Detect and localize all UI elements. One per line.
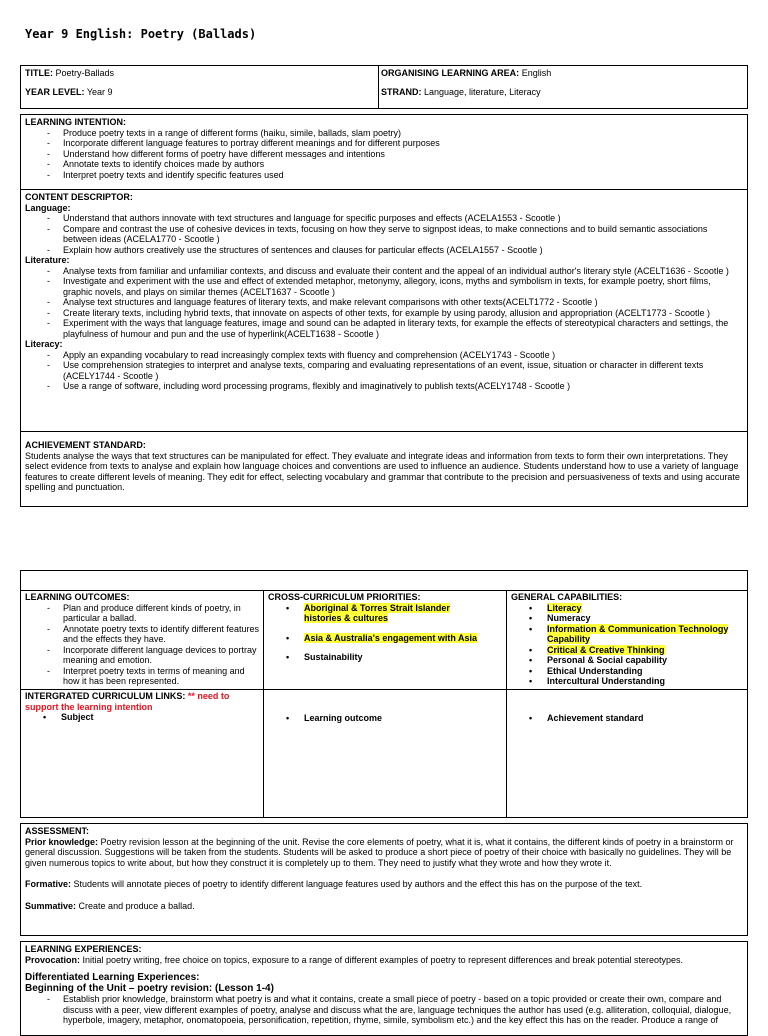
title-value: Poetry-Ballads bbox=[55, 68, 115, 78]
list-item: - Establish prior knowledge, brainstorm what poetry is and what it contains, create a small piece of poetry - based on a topic provided or create their own, compare and discuss with a peer, view different examples of poetry, analyse and discuss what the are, language techniques the author has used (e.g. alliteration, colloquial, dialogue, hyperbole, imagery, metaphor, onomatopoeia, personification, repetition, rhyme, simile, symbolism etc.) and the key effect this has on the reader. Produce a range of bbox=[25, 994, 743, 1026]
list-item: • Subject bbox=[25, 712, 259, 723]
formative: Formative: Students will annotate pieces of poetry to identify different language features used by authors and the effect this has on the purpose of the text. bbox=[25, 879, 643, 889]
divider bbox=[21, 431, 747, 432]
list-item: • Aboriginal & Torres Strait Islander histories & cultures bbox=[268, 603, 486, 624]
curriculum-links bbox=[25, 691, 259, 723]
list-item: • Sustainability bbox=[268, 652, 486, 663]
title-label: TITLE: bbox=[25, 68, 53, 78]
experiences-list bbox=[25, 994, 743, 1026]
language-heading: Language: bbox=[25, 202, 71, 213]
page-title: Year 9 English: Poetry (Ballads) bbox=[25, 27, 257, 41]
links-heading: INTERGRATED CURRICULUM LINKS: bbox=[25, 691, 186, 701]
list-item: - Create literary texts, including hybrid texts, that innovate on aspects of other texts, for example by using parody, allusion and appropriation (ACELT1773 - Scootle ) bbox=[25, 308, 731, 319]
outcomes-heading: LEARNING OUTCOMES: bbox=[25, 592, 130, 602]
list-item: - Experiment with the ways that language features, image and sound can be adapted in literary texts, for example the effects of stereotypical characters and settings, the playfulness of humour and pun and the use of hyperlink(ACELT1638 - Scootle ) bbox=[25, 318, 731, 339]
info-box bbox=[20, 65, 748, 109]
cross-curriculum-list bbox=[268, 603, 502, 663]
list-item: - Compare and contrast the use of cohesive devices in texts, focusing on how they serve to signpost ideas, to make connections and to build semantic associations between ideas (ACELA1770 - Scootle ) bbox=[25, 224, 731, 245]
list-item: - Use a range of software, including word processing programs, flexibly and imaginatively to publish texts(ACELY1748 - Scootle ) bbox=[25, 381, 731, 392]
outcomes-list bbox=[25, 603, 261, 687]
links-subject-list bbox=[25, 712, 259, 723]
area-value: English bbox=[521, 68, 552, 78]
list-item: • Information & Communication Technology Capability bbox=[511, 624, 733, 645]
list-item: - Incorporate different language devices to portray meaning and emotion. bbox=[25, 645, 261, 666]
list-item: - Investigate and experiment with the use and effect of extended metaphor, metonymy, allegory, icons, myths and symbolism in texts, for example poetry, short films, graphic novels, and plays on similar themes (ACELT1637 - Scootle ) bbox=[25, 276, 731, 297]
list-item: - Interpret poetry texts in terms of meaning and how it has been represented. bbox=[25, 666, 261, 687]
learning-intention-list bbox=[25, 128, 743, 181]
cross-curriculum-heading: CROSS-CURRICULUM PRIORITIES: bbox=[268, 592, 421, 602]
language-list bbox=[25, 213, 731, 255]
links-outcome-list bbox=[268, 713, 382, 724]
strand-value: Language, literature, Literacy bbox=[424, 87, 541, 97]
literacy-heading: Literacy: bbox=[25, 339, 63, 349]
list-item: - Analyse texts from familiar and unfamiliar contexts, and discuss and evaluate their content and the appeal of an individual author's literary style (ACELT1636 - Scootle ) bbox=[25, 266, 731, 277]
list-item: • Literacy bbox=[511, 603, 733, 614]
literacy-list bbox=[25, 350, 731, 392]
assessment-heading: ASSESSMENT: bbox=[25, 826, 90, 836]
list-item: • Ethical Understanding bbox=[511, 666, 733, 677]
general-capabilities bbox=[511, 592, 743, 687]
list-item: - Analyse text structures and language features of literary texts, and make relevant comparisons with other texts(ACELT1772 - Scootle ) bbox=[25, 297, 731, 308]
list-item: - Produce poetry texts in a range of different forms (haiku, simile, ballads, slam poetry) bbox=[25, 128, 743, 139]
list-item: • Personal & Social capability bbox=[511, 655, 733, 666]
content-descriptor-heading: CONTENT DESCRIPTOR: bbox=[25, 192, 133, 202]
links-standard-list bbox=[511, 713, 644, 724]
list-item: - Use comprehension strategies to interpret and analyse texts, comparing and evaluating representations of an event, issue, situation or character in different texts (ACELY1744 - Scootle ) bbox=[25, 360, 731, 381]
content-descriptor bbox=[25, 192, 731, 392]
prior-knowledge: Prior knowledge: Poetry revision lesson at the beginning of the unit. Revise the core elements of poetry, what it is, what it contains, the different kinds of poetry in a brainstorm or general discussion. Suggestions will be taken from the students. Students will be asked to produce a short piece of poetry of their choice with basically no guidelines. They will be given numerous topics to write about, but how they construct it is completely up to them. They need to justify what they wrote and how they wrote it. bbox=[25, 836, 734, 868]
provocation: Provocation: Initial poetry writing, free choice on topics, exposure to a range of different examples of poetry to represent differences and break potential stereotypes. bbox=[25, 954, 684, 965]
capabilities-list bbox=[511, 603, 743, 687]
links-note: ** need to support the learning intention bbox=[25, 691, 230, 712]
experiences-heading: LEARNING EXPERIENCES: bbox=[25, 944, 142, 954]
achievement-standard bbox=[25, 440, 743, 493]
literature-list bbox=[25, 266, 731, 340]
list-item: - Plan and produce different kinds of poetry, in particular a ballad. bbox=[25, 603, 261, 624]
list-item: - Explain how authors creatively use the structures of sentences and clauses for particular effects (ACELA1557 - Scootle ) bbox=[25, 245, 731, 256]
strand-label: STRAND: bbox=[381, 87, 422, 97]
main-box bbox=[20, 114, 748, 507]
capabilities-heading: GENERAL CAPABILITIES: bbox=[511, 592, 623, 602]
learning-intention bbox=[25, 117, 743, 180]
achievement-text: Students analyse the ways that text structures can be manipulated for effect. They evaluate and integrate ideas and information from texts to form their own interpretations. They select evidence from texts to analyse and explain how language choices and conventions are used to influence an audience. Students understand how to use a variety of language features to create different levels of meaning. They edit for effect, selecting vocabulary and grammar that contribute to the precision and persuasiveness of texts and using accurate spelling and punctuation. bbox=[25, 450, 740, 492]
differentiated-heading: Differentiated Learning Experiences: bbox=[25, 972, 200, 983]
unit-beginning-heading: Beginning of the Unit – poetry revision: (Lesson 1-4) bbox=[25, 982, 274, 994]
list-item: • Numeracy bbox=[511, 613, 733, 624]
list-item: - Annotate texts to identify choices made by authors bbox=[25, 159, 743, 170]
learning-experiences-box bbox=[20, 941, 748, 1036]
list-item: • Critical & Creative Thinking bbox=[511, 645, 733, 656]
cross-curriculum bbox=[268, 592, 502, 663]
divider bbox=[21, 189, 747, 190]
learning-outcomes bbox=[25, 592, 261, 687]
list-item: - Incorporate different language features to portray different meanings and for different purposes bbox=[25, 138, 743, 149]
list-item: • Achievement standard bbox=[511, 713, 644, 724]
year-value: Year 9 bbox=[86, 87, 113, 97]
literature-heading: Literature: bbox=[25, 255, 70, 265]
list-item: - Apply an expanding vocabulary to read increasingly complex texts with fluency and comprehension (ACELY1743 - Scootle ) bbox=[25, 350, 731, 361]
achievement-heading: ACHIEVEMENT STANDARD: bbox=[25, 440, 146, 450]
assessment-box bbox=[20, 823, 748, 936]
list-item: - Interpret poetry texts and identify specific features used bbox=[25, 170, 743, 181]
list-item: - Understand that authors innovate with text structures and language for specific purposes and effects (ACELA1553 - Scootle ) bbox=[25, 213, 731, 224]
curriculum-table bbox=[20, 570, 748, 818]
area-label: ORGANISING LEARNING AREA: bbox=[381, 68, 520, 78]
list-item: • Asia & Australia's engagement with Asia bbox=[268, 633, 486, 644]
learning-intention-heading: LEARNING INTENTION: bbox=[25, 117, 126, 127]
summative: Summative: Create and produce a ballad. bbox=[25, 900, 195, 911]
list-item: - Understand how different forms of poetry have different messages and intentions bbox=[25, 149, 743, 160]
list-item: • Intercultural Understanding bbox=[511, 676, 733, 687]
list-item: • Learning outcome bbox=[268, 713, 382, 724]
year-label: YEAR LEVEL: bbox=[25, 87, 85, 97]
list-item: - Annotate poetry texts to identify different features and the effects they have. bbox=[25, 624, 261, 645]
